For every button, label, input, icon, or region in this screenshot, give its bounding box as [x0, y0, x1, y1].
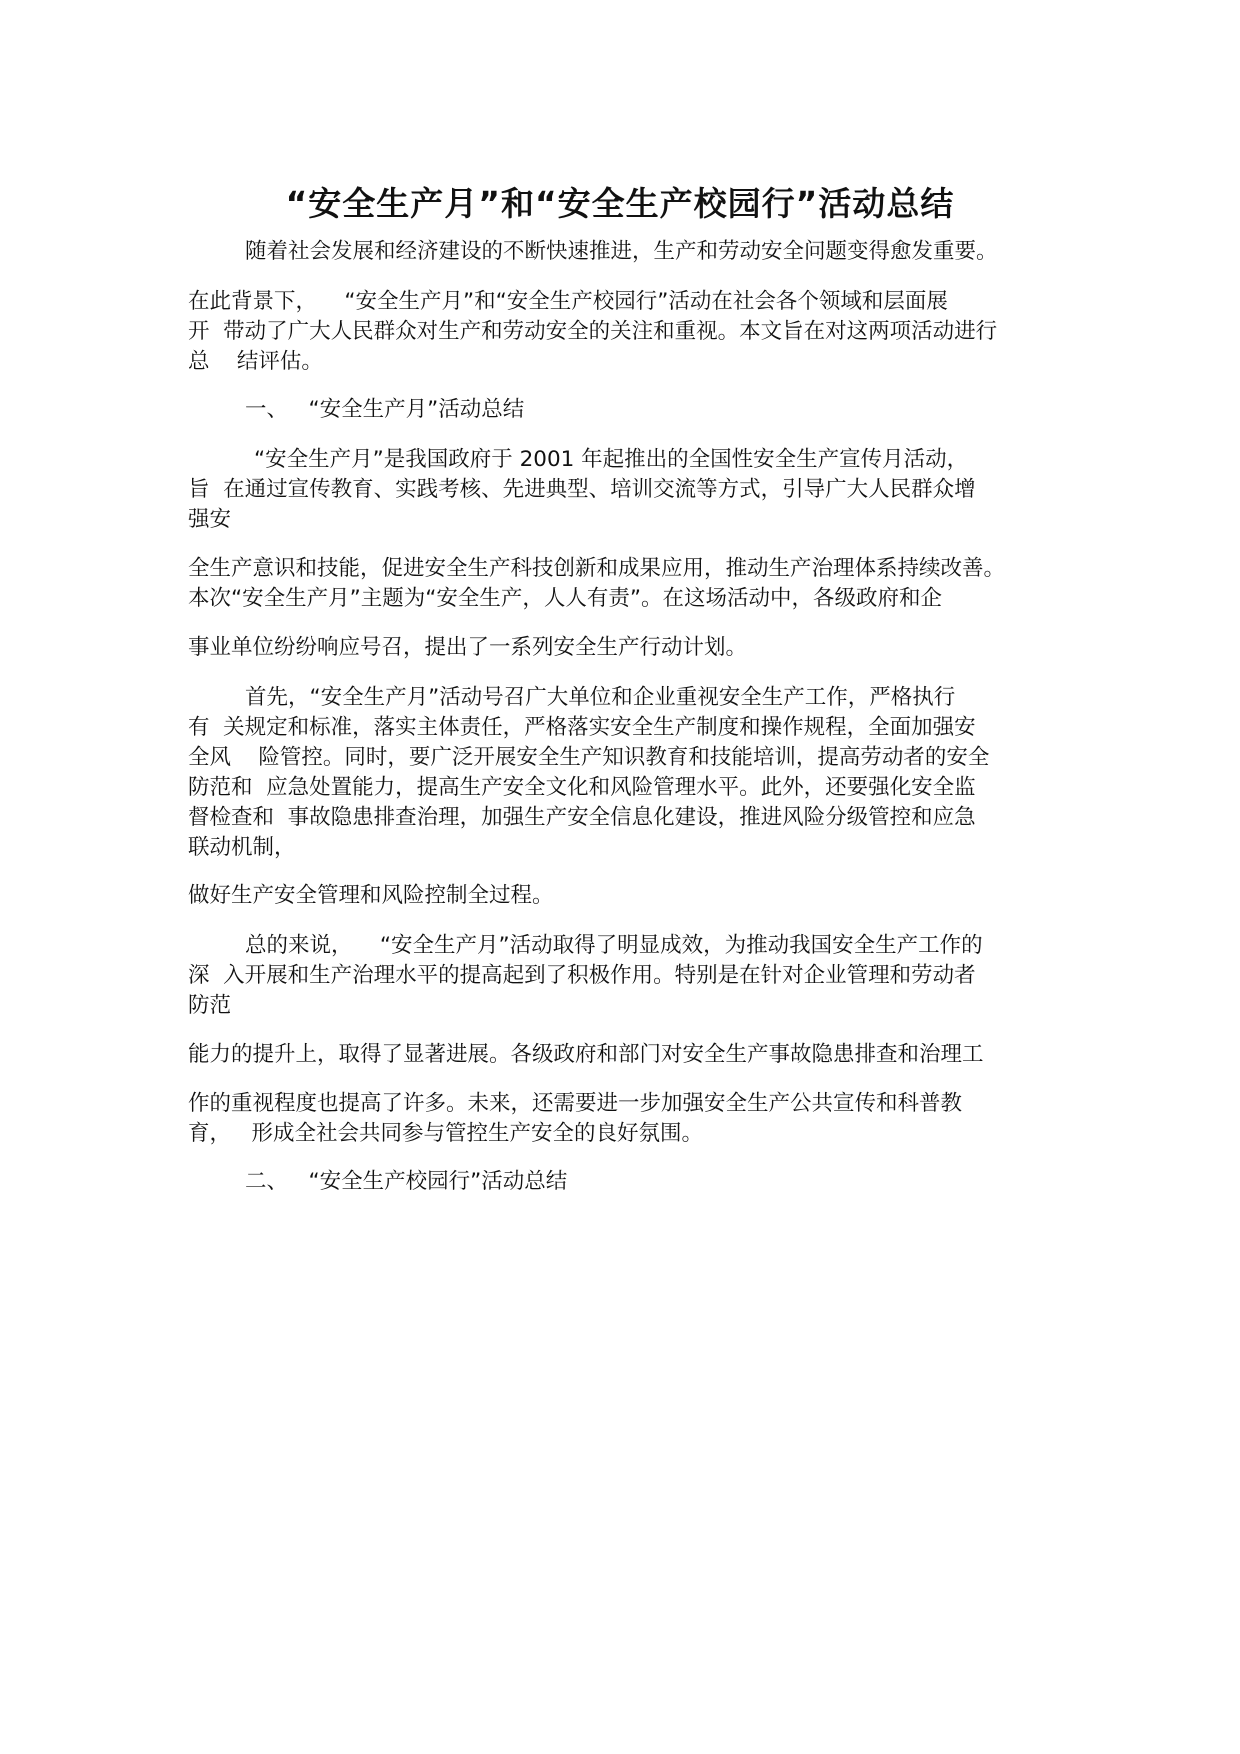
text-line: 防范和 应急处置能力，提高生产安全文化和风险管理水平。此外，还要强化安全监 — [188, 775, 976, 800]
section-heading: 二、 “安全生产校园行”活动总结 — [245, 1169, 568, 1194]
text-line: 随着社会发展和经济建设的不断快速推进，生产和劳动安全问题变得愈发重要。 — [245, 239, 998, 264]
text-line: 事业单位纷纷响应号召，提出了一系列安全生产行动计划。 — [188, 635, 748, 660]
text-line: 强安 — [188, 507, 232, 532]
section-heading: 一、 “安全生产月”活动总结 — [245, 397, 525, 422]
text-line: 防范 — [188, 993, 232, 1018]
text-line: 有 关规定和标准，落实主体责任，严格落实安全生产制度和操作规程，全面加强安 — [188, 715, 976, 740]
text-line: 旨 在通过宣传教育、实践考核、先进典型、培训交流等方式，引导广大人民群众增 — [188, 477, 976, 502]
text-line: 育， 形成全社会共同参与管控生产安全的良好氛围。 — [188, 1121, 704, 1146]
text-line: 督检查和 事故隐患排查治理，加强生产安全信息化建设，推进风险分级管控和应急 — [188, 805, 976, 830]
text-line: 能力的提升上，取得了显著进展。各级政府和部门对安全生产事故隐患排查和治理工 — [188, 1042, 984, 1067]
text-line: 本次“安全生产月”主题为“安全生产，人人有责”。在这场活动中，各级政府和企 — [188, 586, 943, 611]
text-line: 开 带动了广大人民群众对生产和劳动安全的关注和重视。本文旨在对这两项活动进行 — [188, 319, 998, 344]
document-title: “安全生产月”和“安全生产校园行”活动总结 — [285, 184, 955, 223]
text-line: 首先，“安全生产月”活动号召广大单位和企业重视安全生产工作，严格执行 — [245, 685, 956, 710]
text-line: 总 结评估。 — [188, 349, 323, 374]
text-line: “安全生产月”是我国政府于 2001 年起推出的全国性安全生产宣传月活动， — [254, 447, 969, 472]
text-line: 全风 险管控。同时，要广泛开展安全生产知识教育和技能培训，提高劳动者的安全 — [188, 745, 990, 770]
text-line: 做好生产安全管理和风险控制全过程。 — [188, 883, 554, 908]
text-line: 联动机制， — [188, 835, 296, 860]
text-line: 全生产意识和技能，促进安全生产科技创新和成果应用，推动生产治理体系持续改善。 — [188, 556, 1006, 581]
text-line: 总的来说， “安全生产月”活动取得了明显成效，为推动我国安全生产工作的 — [245, 933, 983, 958]
text-line: 作的重视程度也提高了许多。未来，还需要进一步加强安全生产公共宣传和科普教 — [188, 1091, 963, 1116]
text-line: 深 入开展和生产治理水平的提高起到了积极作用。特别是在针对企业管理和劳动者 — [188, 963, 976, 988]
text-line: 在此背景下， “安全生产月”和“安全生产校园行”活动在社会各个领域和层面展 — [188, 289, 948, 314]
